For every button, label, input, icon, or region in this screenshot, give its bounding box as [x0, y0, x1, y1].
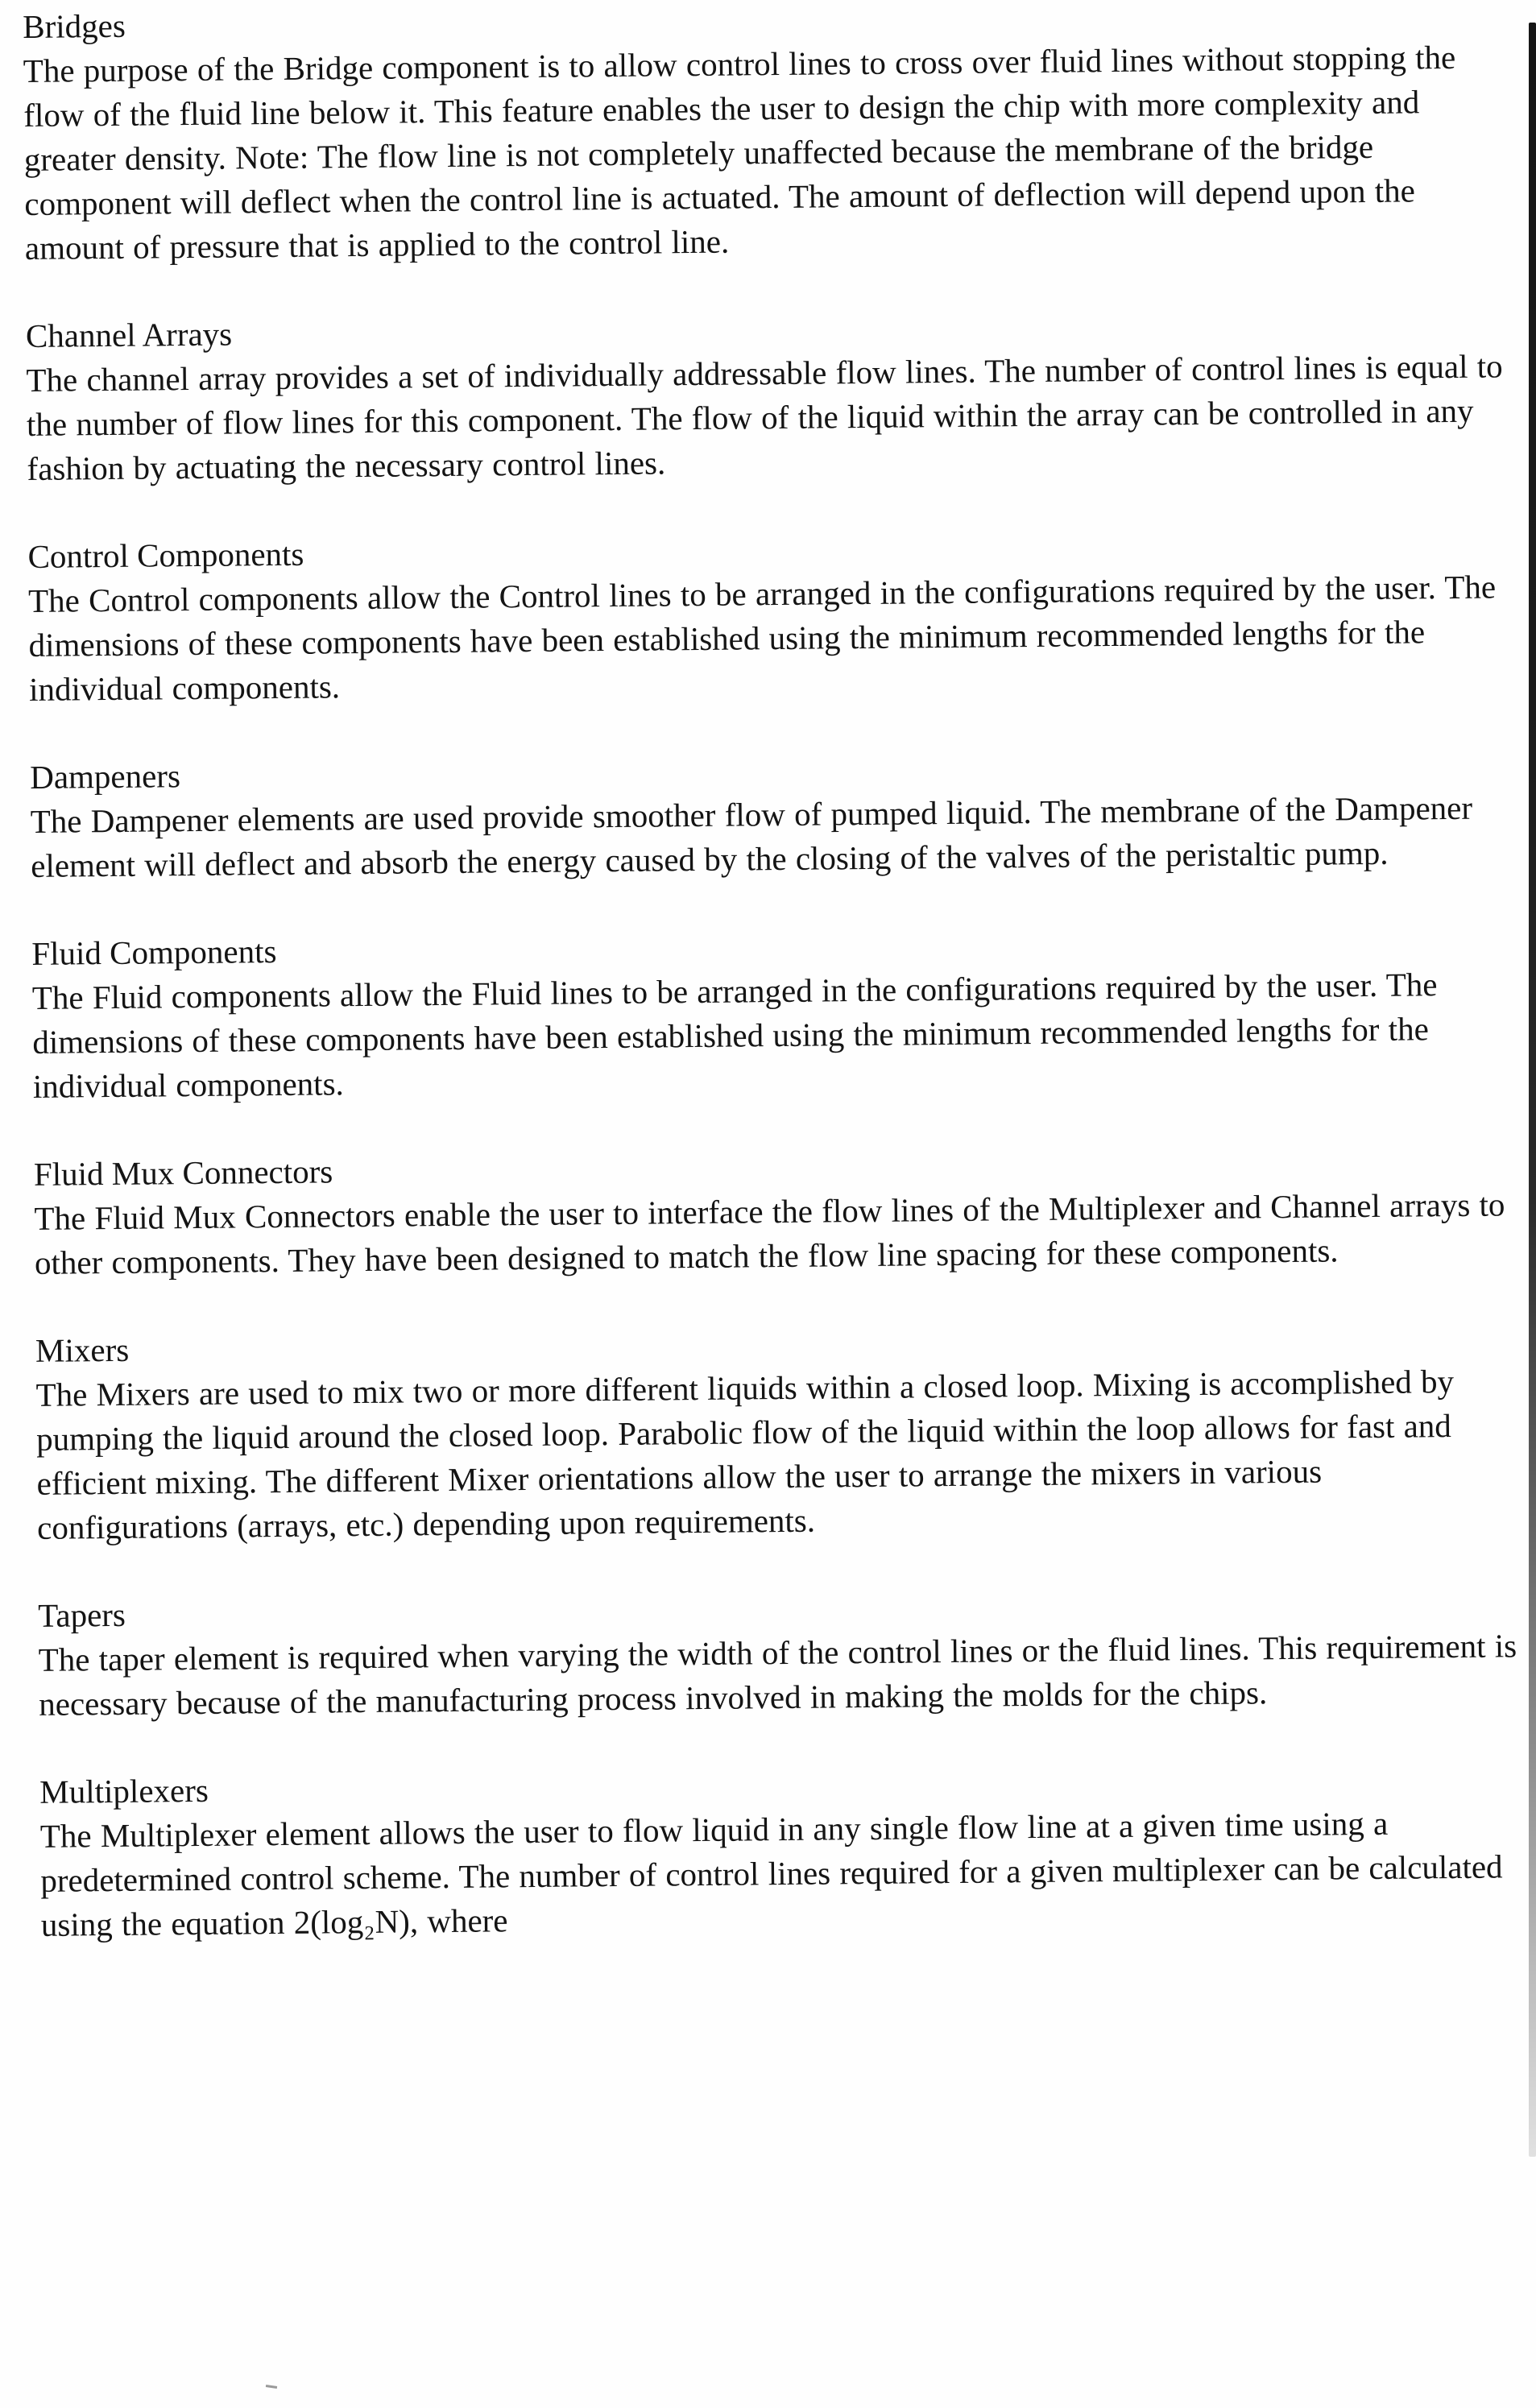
section-heading: Fluid Components — [31, 933, 277, 972]
section-heading: Control Components — [27, 535, 304, 575]
section-bridges — [23, 0, 1507, 271]
document-content — [23, 0, 1523, 1947]
scan-edge-artifact — [1529, 23, 1536, 2157]
section-body: The taper element is required when varying the width of the control lines or the fluid lines. This requirement is necessary because of the manufacturing process involved in making the molds for the chips. — [38, 1627, 1517, 1723]
section-body: The Mixers are used to mix two or more different liquids within a closed loop. Mixing is accomplished by pumping the liquid around the closed loop. Parabolic flow of the liquid within the loop allows for fast and efficient mixing. The different Mixer orientations allow the user to arrange the mixers in various configurations (arrays, etc.) depending upon requirements. — [35, 1363, 1455, 1546]
section-body: The purpose of the Bridge component is to allow control lines to cross over fluid lines without stopping the flow of the fluid line below it. This feature enables the user to design the chip with more complexity and greater density. Note: The flow line is not completely unaffected because the membrane of the bridge component will deflect when the control line is actuated. The amount of deflection will depend upon the amount of pressure that is applied to the control line. — [23, 38, 1456, 267]
section-heading: Channel Arrays — [25, 315, 233, 354]
section-body: The Multiplexer element allows the user to flow liquid in any single flow line at a given time using a predetermined control scheme. The number of control lines required for a given multiplexer can be calculated using the equation 2(log₂N), where — [39, 1804, 1503, 1943]
section-body: The Fluid Mux Connectors enable the user to interface the flow lines of the Multiplexer and Channel arrays to other components. They have been designed to match the flow line spacing for these components. — [34, 1185, 1505, 1281]
scan-mark-artifact — [266, 2385, 277, 2389]
section-fluid-components — [31, 917, 1515, 1109]
section-body: The Control components allow the Control lines to be arranged in the configurations required by the user. The dimensions of these components have been established using the minimum recommended lengths for the individual components. — [27, 568, 1497, 708]
section-channel-arrays — [26, 300, 1509, 491]
section-mixers — [35, 1314, 1520, 1550]
section-heading: Multiplexers — [39, 1771, 209, 1810]
section-tapers — [38, 1579, 1521, 1727]
section-control-components — [27, 520, 1511, 712]
section-fluid-mux-connectors — [34, 1138, 1517, 1285]
section-heading: Tapers — [37, 1595, 126, 1634]
section-body: The channel array provides a set of individually addressable flow lines. The number of control lines is equal to the number of flow lines for this component. The flow of the liquid within the array can be controlled in any fashion by actuating the necessary control lines. — [26, 347, 1503, 487]
section-dampeners — [30, 741, 1513, 888]
section-multiplexers — [39, 1756, 1523, 1947]
section-body: The Fluid components allow the Fluid lines to be arranged in the configurations required by the user. The dimensions of these components have been established using the minimum recommended lengths for the individual components. — [31, 966, 1438, 1105]
section-heading: Bridges — [23, 6, 126, 45]
section-heading: Mixers — [35, 1330, 130, 1369]
section-heading: Dampeners — [29, 757, 181, 796]
section-body: The Dampener elements are used provide smoother flow of pumped liquid. The membrane of the Dampener element will deflect and absorb the energy caused by the closing of the valves of the peristaltic pump. — [30, 788, 1473, 884]
section-heading: Fluid Mux Connectors — [33, 1152, 333, 1193]
